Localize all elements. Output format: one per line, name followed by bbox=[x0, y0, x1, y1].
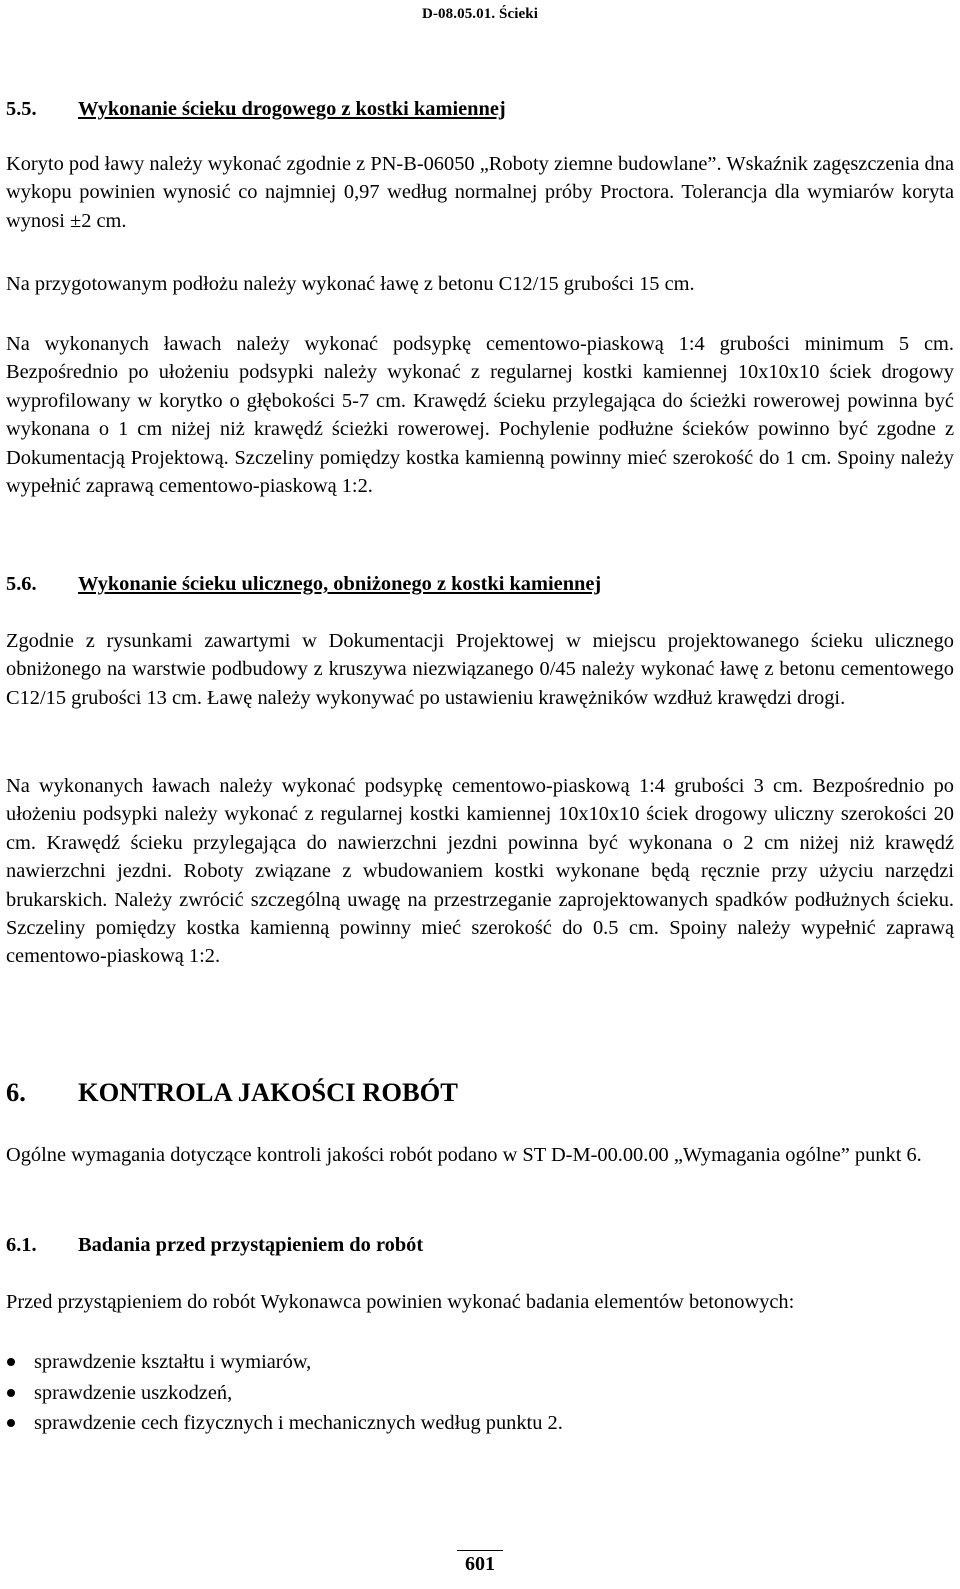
paragraph: Zgodnie z rysunkami zawartymi w Dokumentacji Projektowej w miejscu projektowanego ścieku ulicznego obniżonego na warstwie podbudowy z kruszywa niezwiązanego 0/45 należy wykonać ławę z betonu cementowego C12/15 grubości 13 cm. Ławę należy wykonywać po ustawieniu krawężników wzdłuż krawędzi drogi. bbox=[6, 630, 954, 709]
section-title: Badania przed przystąpieniem do robót bbox=[78, 1234, 424, 1256]
list-item-text: sprawdzenie uszkodzeń, bbox=[34, 1381, 233, 1404]
page-number bbox=[0, 1550, 960, 1576]
section-title: Wykonanie ścieku ulicznego, obniżonego z kostki kamiennej bbox=[78, 573, 602, 595]
section-title: KONTROLA JAKOŚCI ROBÓT bbox=[78, 1077, 458, 1107]
list-item-text: sprawdzenie cech fizycznych i mechanicznych według punktu 2. bbox=[34, 1412, 563, 1434]
paragraph: Ogólne wymagania dotyczące kontroli jakości robót podano w ST D-M-00.00.00 „Wymagania ogólne” punkt 6. bbox=[6, 1144, 922, 1166]
bullet-icon bbox=[7, 1358, 15, 1366]
bullet-list bbox=[6, 1347, 954, 1439]
list-item bbox=[6, 1408, 954, 1439]
section-6-heading bbox=[6, 1076, 954, 1108]
bullet-icon bbox=[7, 1389, 15, 1397]
list-item bbox=[6, 1347, 954, 1378]
section-5-5-heading bbox=[6, 95, 954, 123]
section-title: Wykonanie ścieku drogowego z kostki kamiennej bbox=[78, 98, 506, 120]
paragraph: Na wykonanych ławach należy wykonać podsypkę cementowo-piaskową 1:4 grubości 3 cm. Bezpośrednio po ułożeniu podsypki należy wykonać z regularnej kostki kamiennej 10x10x10 ściek drogowy uliczny szerokości 20 cm. Krawędź ścieku przylegająca do nawierzchni jezdni powinna być wykonana o 2 cm niżej niż krawędź nawierzchni jezdni. Roboty związane z wbudowaniem kostki wykonane będą ręcznie przy użyciu narzędzi brukarskich. Należy zwrócić szczególną uwagę na przestrzeganie zaprojektowanych spadków podłużnych ścieku. Szczeliny pomiędzy kostka kamienną powinny mieć szerokość do 0.5 cm. Spoiny należy wypełnić zaprawą cementowo-piaskową 1:2. bbox=[6, 775, 954, 968]
list-item-text: sprawdzenie kształtu i wymiarów, bbox=[34, 1351, 312, 1373]
section-5-6-heading bbox=[6, 570, 954, 598]
bullet-icon bbox=[7, 1419, 15, 1427]
page-number-text: 601 bbox=[457, 1550, 503, 1576]
paragraph: Koryto pod ławy należy wykonać zgodnie z PN-B-06050 „Roboty ziemne budowlane”. Wskaźnik zagęszczenia dna wykopu powinien wynosić co najmniej 0,97 według normalnej próby Proctora. Tolerancja dla wymiarów koryta wynosi ±2 cm. bbox=[6, 153, 954, 232]
paragraph: Na wykonanych ławach należy wykonać podsypkę cementowo-piaskową 1:4 grubości minimum 5 cm. Bezpośrednio po ułożeniu podsypki należy wykonać z regularnej kostki kamiennej 10x10x10 ściek drogowy wyprofilowany w korytko o głębokości 5-7 cm. Krawędź ścieku przylegająca do ścieżki rowerowej powinna być wykonana o 1 cm niżej niż krawędź ścieżki rowerowej. Pochylenie podłużne ścieków powinno być zgodne z Dokumentacją Projektową. Szczeliny pomiędzy kostka kamienną powinny mieć szerokość do 1 cm. Spoiny należy wypełnić zaprawą cementowo-piaskową 1:2. bbox=[6, 333, 954, 498]
list-item bbox=[6, 1378, 954, 1409]
running-header: D-08.05.01. Ścieki bbox=[422, 6, 538, 22]
section-number: 6.1. bbox=[6, 1234, 37, 1256]
section-number: 5.6. bbox=[6, 573, 37, 595]
paragraph: Przed przystąpieniem do robót Wykonawca powinien wykonać badania elementów betonowych: bbox=[6, 1291, 795, 1313]
section-number: 6. bbox=[6, 1077, 26, 1107]
section-number: 5.5. bbox=[6, 98, 37, 120]
paragraph: Na przygotowanym podłożu należy wykonać ławę z betonu C12/15 grubości 15 cm. bbox=[6, 273, 695, 295]
section-6-1-heading bbox=[6, 1231, 954, 1259]
